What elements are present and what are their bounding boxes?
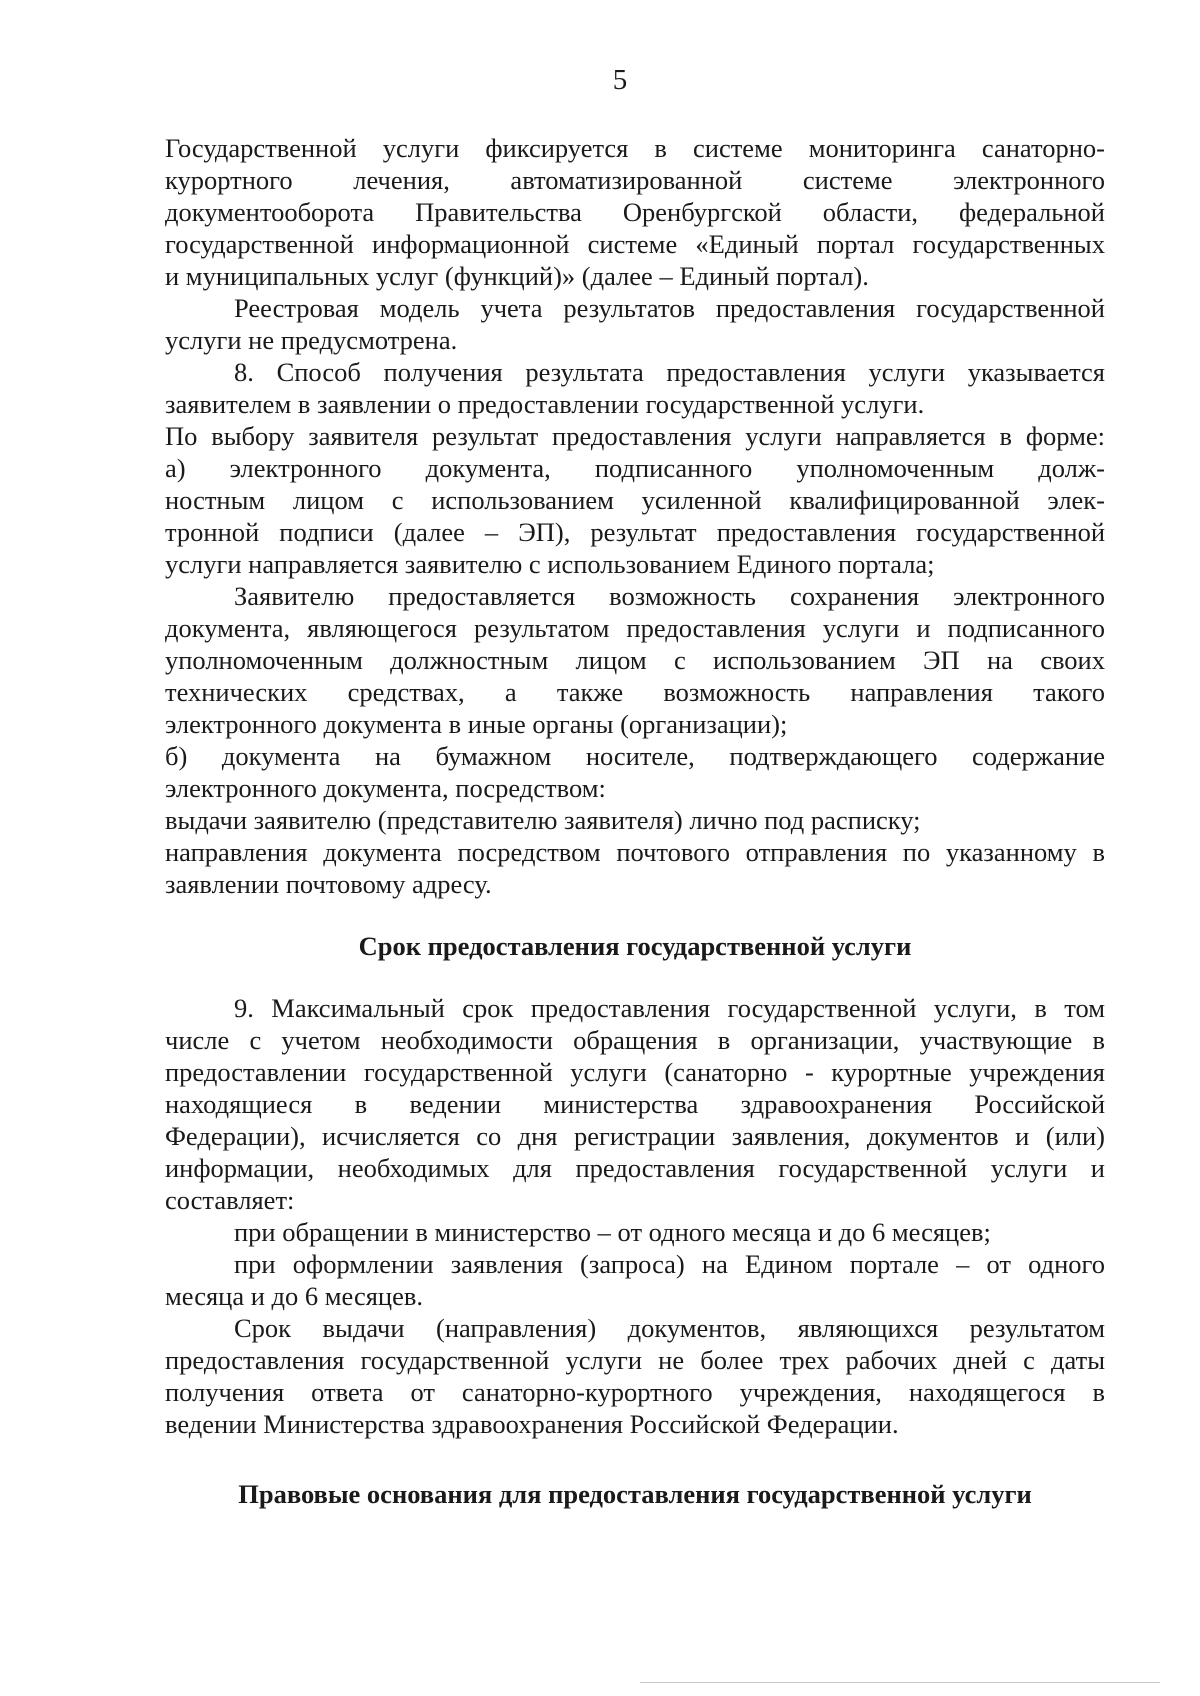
text-line: уполномоченным должностным лицом с использованием ЭП на своих xyxy=(165,645,1105,675)
text-line: курортного лечения, автоматизированной системе электронного xyxy=(165,165,1105,195)
text-line: информации, необходимых для предоставления государственной услуги и xyxy=(165,1153,1105,1183)
text-line: По выбору заявителя результат предоставления услуги направляется в форме: xyxy=(165,421,1105,451)
text-line: тронной подписи (далее – ЭП), результат предоставления государственной xyxy=(165,517,1105,547)
text-line: заявителем в заявлении о предоставлении государственной услуги. xyxy=(165,389,925,419)
text-line: Заявителю предоставляется возможность сохранения электронного xyxy=(234,581,1105,611)
text-line: услуги не предусмотрена. xyxy=(165,325,458,355)
text-line: 8. Способ получения результата предоставления услуги указывается xyxy=(234,357,1105,387)
text-line: технических средствах, а также возможность направления такого xyxy=(165,677,1105,707)
text-line: государственной информационной системе «Единый портал государственных xyxy=(165,229,1105,259)
text-line: Государственной услуги фиксируется в системе мониторинга санаторно- xyxy=(165,133,1105,163)
text-line: Федерации), исчисляется со дня регистрации заявления, документов и (или) xyxy=(165,1121,1105,1151)
text-line: Реестровая модель учета результатов предоставления государственной xyxy=(234,293,1105,323)
page-number: 5 xyxy=(612,64,628,96)
text-line: и муниципальных услуг (функций)» (далее – Единый портал). xyxy=(165,261,869,291)
text-line: документа, являющегося результатом предоставления услуги и подписанного xyxy=(165,613,1105,643)
text-line: выдачи заявителю (представителю заявителя) лично под расписку; xyxy=(165,805,921,835)
text-line: предоставления государственной услуги не более трех рабочих дней с даты xyxy=(165,1345,1105,1375)
text-line: б) документа на бумажном носителе, подтверждающего содержание xyxy=(165,741,1105,771)
text-line: документооборота Правительства Оренбургской области, федеральной xyxy=(165,197,1105,227)
text-line: а) электронного документа, подписанного уполномоченным долж- xyxy=(165,453,1105,483)
text-line: электронного документа, посредством: xyxy=(165,773,606,803)
section-heading: Срок предоставления государственной услуги xyxy=(358,931,912,961)
text-line: составляет: xyxy=(165,1185,295,1215)
scan-edge-line xyxy=(640,1682,1160,1683)
text-line: Срок выдачи (направления) документов, являющихся результатом xyxy=(234,1313,1105,1343)
text-line: направления документа посредством почтового отправления по указанному в xyxy=(165,837,1105,867)
text-line: ностным лицом с использованием усиленной квалифицированной элек- xyxy=(165,485,1105,515)
text-line: услуги направляется заявителю с использованием Единого портала; xyxy=(165,549,935,579)
text-line: 9. Максимальный срок предоставления государственной услуги, в том xyxy=(234,993,1105,1023)
text-line: месяца и до 6 месяцев. xyxy=(165,1281,423,1311)
text-line: при оформлении заявления (запроса) на Едином портале – от одного xyxy=(234,1249,1105,1279)
text-line: при обращении в министерство – от одного месяца и до 6 месяцев; xyxy=(234,1217,991,1247)
section-heading: Правовые основания для предоставления государственной услуги xyxy=(238,1479,1032,1509)
text-line: находящиеся в ведении министерства здравоохранения Российской xyxy=(165,1089,1105,1119)
text-line: числе с учетом необходимости обращения в организации, участвующие в xyxy=(165,1025,1105,1055)
text-line: электронного документа в иные органы (организации); xyxy=(165,709,788,739)
document-body xyxy=(165,132,1105,1510)
text-line: предоставлении государственной услуги (санаторно - курортные учреждения xyxy=(165,1057,1105,1087)
text-line: ведении Министерства здравоохранения Российской Федерации. xyxy=(165,1409,899,1439)
text-line: заявлении почтовому адресу. xyxy=(165,869,492,899)
text-line: получения ответа от санаторно-курортного учреждения, находящегося в xyxy=(165,1377,1105,1407)
